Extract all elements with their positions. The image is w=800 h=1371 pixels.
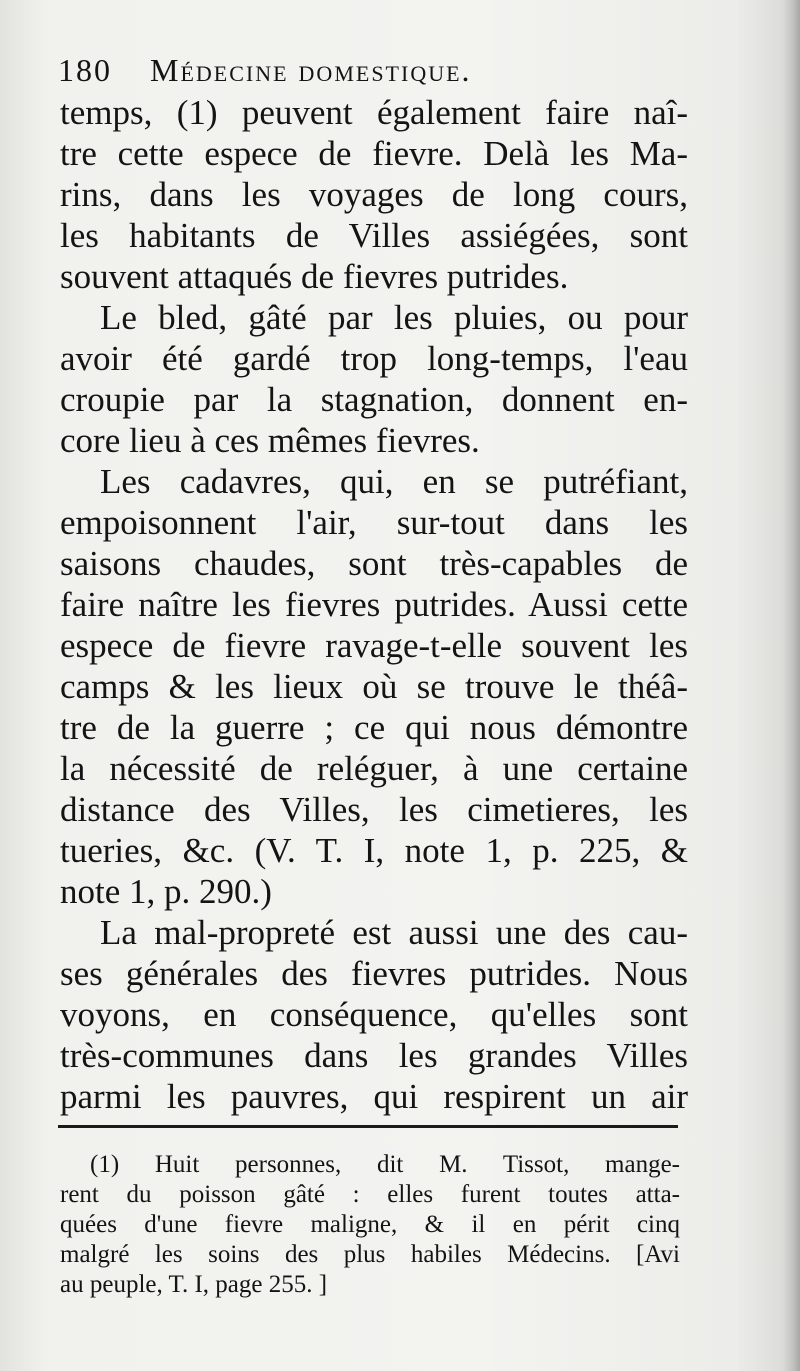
footnote-line: (1) Huit personnes, dit M. Tissot, mange- xyxy=(90,1151,680,1178)
text-line: parmi les pauvres, qui respirent un air xyxy=(60,1077,688,1116)
text-line: Le bled, gâté par les pluies, ou pour xyxy=(100,298,688,337)
text-line: ses générales des fievres putrides. Nous xyxy=(60,954,688,993)
text-line: core lieu à ces mêmes fievres. xyxy=(60,421,480,460)
running-head xyxy=(58,48,698,92)
footnote xyxy=(60,1150,680,1300)
text-line: empoisonnent l'air, sur-tout dans les xyxy=(60,503,688,542)
text-line: avoir été gardé trop long-temps, l'eau xyxy=(60,339,688,378)
running-title: Médecine domestique. xyxy=(150,52,472,88)
page-gutter-shadow xyxy=(782,0,800,1371)
text-line: camps & les lieux où se trouve le théâ- xyxy=(60,667,688,706)
text-line: saisons chaudes, sont très-capables de xyxy=(60,544,688,583)
text-line: rins, dans les voyages de long cours, xyxy=(60,175,688,214)
text-line: faire naître les fievres putrides. Aussi cette xyxy=(60,585,688,624)
footnote-rule xyxy=(58,1125,678,1128)
footnote-line: quées d'une fievre maligne, & il en périt cinq xyxy=(60,1211,680,1238)
footnote-line: malgré les soins des plus habiles Médecins. [Avi xyxy=(60,1241,680,1268)
text-line: temps, (1) peuvent également faire naî- xyxy=(60,93,688,132)
text-line: La mal-propreté est aussi une des cau- xyxy=(100,913,688,952)
text-line: tre de la guerre ; ce qui nous démontre xyxy=(60,708,688,747)
text-line: note 1, p. 290.) xyxy=(60,872,272,911)
text-line: croupie par la stagnation, donnent en- xyxy=(60,380,688,419)
footnote-line: au peuple, T. I, page 255. ] xyxy=(60,1271,328,1298)
text-line: Les cadavres, qui, en se putréfiant, xyxy=(100,462,688,501)
text-line: souvent attaqués de fievres putrides. xyxy=(60,257,569,296)
page-number: 180 xyxy=(58,52,112,88)
text-line: tueries, &c. (V. T. I, note 1, p. 225, & xyxy=(60,831,688,870)
footnote-line: rent du poisson gâté : elles furent toutes atta- xyxy=(60,1181,680,1208)
text-line: tre cette espece de fievre. Delà les Ma- xyxy=(60,134,688,173)
text-line: très-communes dans les grandes Villes xyxy=(60,1036,688,1075)
text-line: la nécessité de reléguer, à une certaine xyxy=(60,749,688,788)
text-line: les habitants de Villes assiégées, sont xyxy=(60,216,688,255)
text-line: distance des Villes, les cimetieres, les xyxy=(60,790,688,829)
text-line: espece de fievre ravage-t-elle souvent les xyxy=(60,626,688,665)
text-line: voyons, en conséquence, qu'elles sont xyxy=(60,995,688,1034)
body-text xyxy=(60,92,688,1117)
